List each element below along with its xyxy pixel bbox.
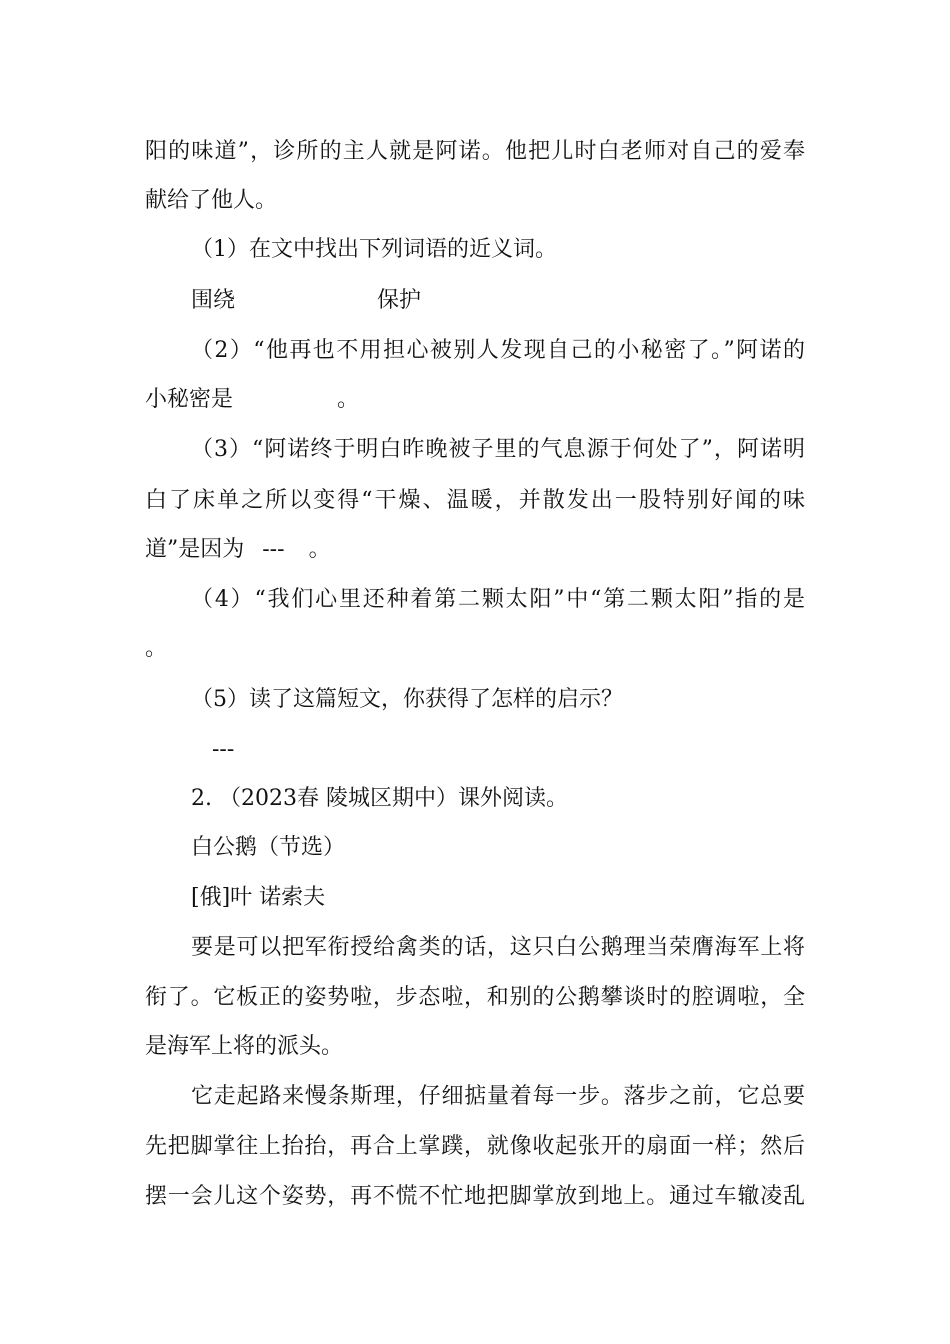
question-4-line-2: 。 xyxy=(145,636,168,661)
question-3-line-2: 白了床单之所以变得“干燥、温暖，并散发出一股特别好闻的味 xyxy=(145,488,805,513)
question-2-line-2: 小秘密是 。 xyxy=(145,387,360,412)
passage-author: [俄]叶 诺索夫 xyxy=(191,885,326,910)
answer-blank: --- xyxy=(212,737,235,762)
question-1-words xyxy=(191,286,805,316)
passage-line: 它走起路来慢条斯理，仔细掂量着每一步。落步之前，它总要 xyxy=(191,1084,805,1109)
question-1: （1）在文中找出下列词语的近义词。 xyxy=(191,237,557,262)
word-1: 围绕 xyxy=(191,288,236,313)
passage-line: 先把脚掌往上抬抬，再合上掌蹼，就像收起张开的扇面一样；然后 xyxy=(145,1134,805,1159)
paragraph-line: 献给了他人。 xyxy=(145,188,278,213)
question-4: （4）“我们心里还种着第二颗太阳”中“第二颗太阳”指的是 xyxy=(191,587,805,612)
passage-title: 白公鹅（节选） xyxy=(191,835,346,860)
word-2: 保护 xyxy=(377,288,422,313)
section-heading: 2. （2023春 陵城区期中）课外阅读。 xyxy=(191,786,568,811)
passage-line: 要是可以把军衔授给禽类的话，这只白公鹅理当荣膺海军上将 xyxy=(191,935,805,960)
question-3: （3）“阿诺终于明白昨晚被子里的气息源于何处了”，阿诺明 xyxy=(191,437,805,462)
passage-line: 摆一会儿这个姿势，再不慌不忙地把脚掌放到地上。通过车辙凌乱 xyxy=(145,1184,805,1209)
passage-line: 衔了。它板正的姿势啦，步态啦，和别的公鹅攀谈时的腔调啦，全 xyxy=(145,985,805,1010)
question-5: （5）读了这篇短文，你获得了怎样的启示？ xyxy=(191,687,623,712)
answer-blank: --- xyxy=(262,537,285,562)
paragraph-line: 阳的味道”，诊所的主人就是阿诺。他把儿时白老师对自己的爱奉 xyxy=(145,139,805,164)
question-2: （2）“他再也不用担心被别人发现自己的小秘密了。”阿诺的 xyxy=(191,338,805,363)
question-3-line-3: 道”是因为 --- 。 xyxy=(145,537,331,562)
passage-line: 是海军上将的派头。 xyxy=(145,1034,344,1059)
